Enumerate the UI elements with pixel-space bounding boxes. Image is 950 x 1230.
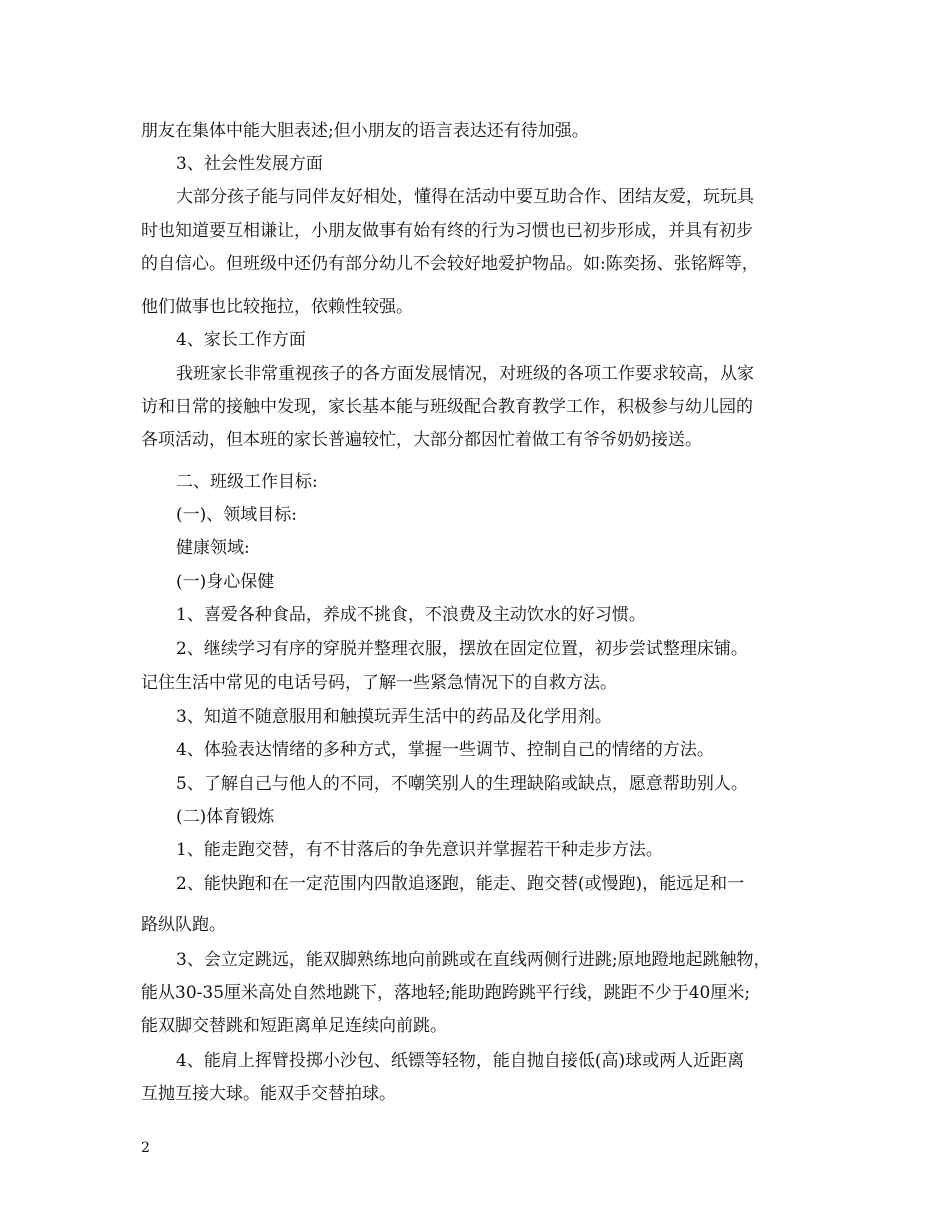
- body-text-line: 我班家长非常重视孩子的各方面发展情况，对班级的各项工作要求较高，从家: [176, 364, 754, 384]
- list-item: 1、喜爱各种食品，养成不挑食，不浪费及主动饮水的好习惯。: [176, 605, 646, 625]
- list-item: 4、能肩上挥臂投掷小沙包、纸镖等轻物，能自抛自接低(高)球或两人近距离: [176, 1051, 745, 1071]
- list-item: 4、体验表达情绪的多种方式，掌握一些调节、控制自己的情绪的方法。: [176, 740, 714, 760]
- section-heading: (一)、领域目标:: [176, 505, 297, 525]
- body-text-line: 他们做事也比较拖拉，依赖性较强。: [141, 297, 413, 317]
- body-text-line: 记住生活中常见的电话号码，了解一些紧急情况下的自救方法。: [141, 673, 617, 693]
- body-text-line: 能双脚交替跳和短距离单足连续向前跳。: [141, 1016, 447, 1036]
- page-number: 2: [141, 1140, 150, 1156]
- body-text-line: 互抛互接大球。能双手交替拍球。: [141, 1084, 396, 1104]
- list-item: 2、继续学习有序的穿脱并整理衣服，摆放在固定位置，初步尝试整理床铺。: [176, 639, 748, 659]
- body-text-line: 大部分孩子能与同伴友好相处，懂得在活动中要互助合作、团结友爱，玩玩具: [176, 187, 754, 207]
- section-heading: (一)身心保健: [176, 572, 275, 592]
- list-item: 1、能走跑交替，有不甘落后的争先意识并掌握若干种走步方法。: [176, 840, 663, 860]
- body-text-line: 能从30-35厘米高处自然地跳下，落地轻;能助跑跨跳平行线，跳距不少于40厘米;: [141, 983, 751, 1003]
- body-text-line: 路纵队跑。: [141, 915, 226, 935]
- body-text-line: 访和日常的接触中发现，家长基本能与班级配合教育教学工作，积极参与幼儿园的: [141, 397, 753, 417]
- section-heading: (二)体育锻炼: [176, 807, 275, 827]
- body-text-line: 朋友在集体中能大胆表述;但小朋友的语言表达还有待加强。: [141, 121, 589, 141]
- section-heading: 健康领域:: [176, 538, 250, 558]
- body-text-line: 各项活动，但本班的家长普遍较忙，大部分都因忙着做工有爷爷奶奶接送。: [141, 430, 702, 450]
- list-item: 5、了解自己与他人的不同，不嘲笑别人的生理缺陷或缺点，愿意帮助别人。: [176, 774, 748, 794]
- body-text-line: 的自信心。但班级中还仍有部分幼儿不会较好地爱护物品。如:陈奕扬、张铭辉等，: [141, 254, 759, 274]
- list-item: 2、能快跑和在一定范围内四散追逐跑，能走、跑交替(或慢跑)，能远足和一: [176, 874, 745, 894]
- section-heading: 3、社会性发展方面: [176, 154, 323, 174]
- list-item: 3、知道不随意服用和触摸玩弄生活中的药品及化学用剂。: [176, 707, 612, 727]
- body-text-line: 时也知道要互相谦让，小朋友做事有始有终的行为习惯也已初步形成，并具有初步: [141, 221, 753, 241]
- section-heading: 4、家长工作方面: [176, 330, 306, 350]
- list-item: 3、会立定跳远，能双脚熟练地向前跳或在直线两侧行进跳;原地蹬地起跳触物，: [176, 950, 771, 970]
- section-heading: 二、班级工作目标:: [176, 472, 318, 492]
